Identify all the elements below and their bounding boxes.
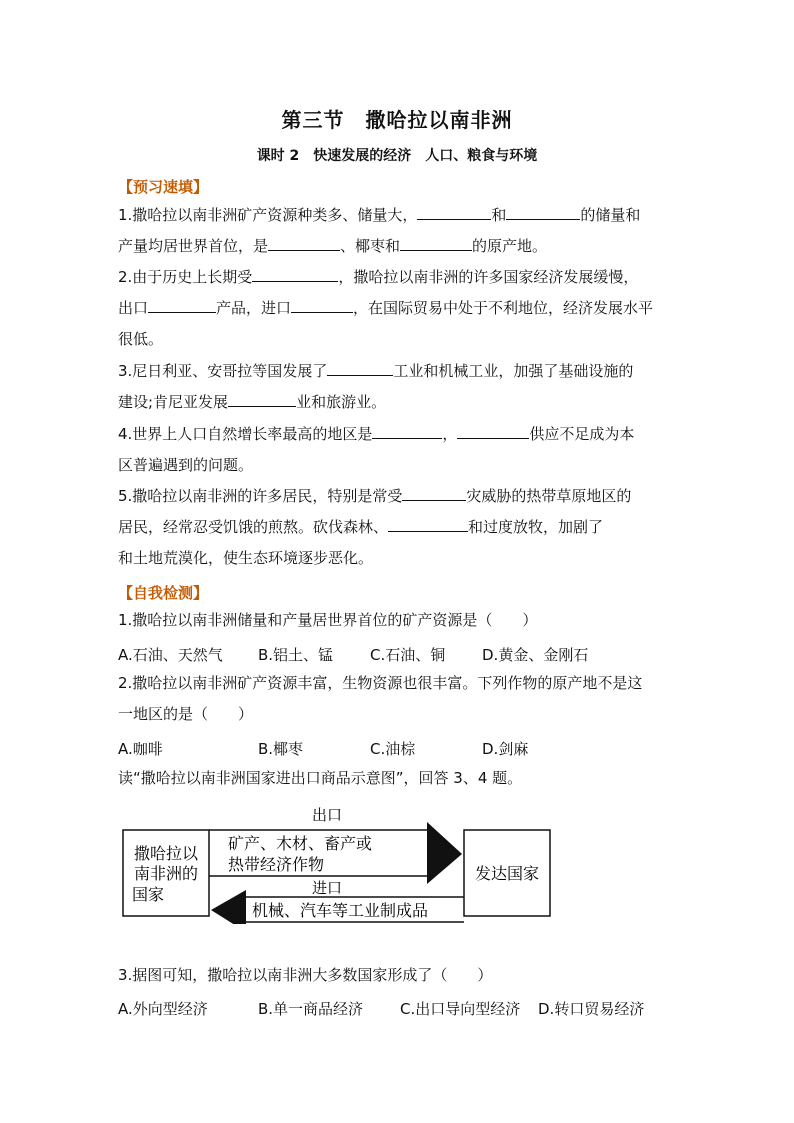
selfcheck-question-2 — [118, 668, 676, 730]
option-a[interactable]: A.咖啡 — [118, 740, 163, 758]
q5-text: 和过度放牧，加剧了 — [468, 518, 604, 536]
answer-blank[interactable] — [417, 203, 491, 220]
answer-blank[interactable] — [148, 296, 216, 313]
q1-text: 、椰枣和 — [340, 237, 401, 255]
left-box-line-1: 撒哈拉以 — [133, 844, 199, 863]
q2-text: 出口 — [118, 299, 149, 317]
preview-question-1 — [118, 200, 676, 262]
selfcheck-question-3: 3.据图可知，撒哈拉以南非洲大多数国家形成了（ ） — [118, 966, 493, 984]
q5-text: 灾威胁的热带草原地区的 — [466, 487, 632, 505]
selfcheck-header: 【自我检测】 — [118, 584, 209, 602]
q1-text: 产量均居世界首位，是 — [118, 237, 269, 255]
left-box-line-2: 南非洲的 — [133, 864, 199, 883]
import-label: 进口 — [311, 879, 343, 897]
export-arrowhead — [427, 822, 462, 884]
answer-blank[interactable] — [268, 234, 340, 251]
q2-text: 2.撒哈拉以南非洲矿产资源丰富，生物资源也很丰富。下列作物的原产地不是这 — [118, 674, 643, 692]
option-b[interactable]: B.椰枣 — [258, 740, 304, 758]
preview-question-5 — [118, 481, 676, 574]
preview-header: 【预习速填】 — [118, 178, 209, 196]
option-a[interactable]: A.石油、天然气 — [118, 646, 223, 664]
q4-text: 4.世界上人口自然增长率最高的地区是 — [118, 425, 373, 443]
answer-blank[interactable] — [402, 484, 466, 501]
left-box-line-3: 国家 — [131, 885, 165, 904]
q2-text: 很低。 — [118, 330, 164, 348]
page-title: 第三节 撒哈拉以南非洲 — [281, 108, 513, 132]
option-c[interactable]: C.油棕 — [370, 740, 416, 758]
q1-text: 的原产地。 — [472, 237, 548, 255]
import-goods: 机械、汽车等工业制成品 — [252, 901, 429, 920]
q3-text: 3.尼日利亚、安哥拉等国发展了 — [118, 362, 328, 380]
option-d[interactable]: D.剑麻 — [482, 740, 529, 758]
answer-blank[interactable] — [252, 265, 338, 282]
answer-blank[interactable] — [457, 422, 529, 439]
answer-blank[interactable] — [228, 390, 296, 407]
lesson-subtitle: 课时 2 快速发展的经济 人口、粮食与环境 — [256, 148, 538, 164]
q2-text: ，撒哈拉以南非洲的许多国家经济发展缓慢， — [338, 268, 639, 286]
q3-text: 工业和机械工业，加强了基础设施的 — [393, 362, 634, 380]
q4-text: ， — [442, 425, 458, 443]
q4-text: 供应不足成为本 — [529, 425, 635, 443]
right-box-label: 发达国家 — [474, 864, 540, 883]
q3-text: 业和旅游业。 — [296, 393, 387, 411]
q1-text: 的储量和 — [580, 206, 641, 224]
q2-text: 2.由于历史上长期受 — [118, 268, 253, 286]
selfcheck-question-1: 1.撒哈拉以南非洲储量和产量居世界首位的矿产资源是（ ） — [118, 611, 538, 629]
preview-question-2 — [118, 262, 676, 355]
answer-blank[interactable] — [506, 203, 580, 220]
answer-blank[interactable] — [291, 296, 353, 313]
q5-text: 5.撒哈拉以南非洲的许多居民，特别是常受 — [118, 487, 403, 505]
export-goods-line-2: 热带经济作物 — [228, 855, 325, 874]
q3-text: 建设;肯尼亚发展 — [118, 393, 229, 411]
export-goods-line-1: 矿产、木材、畜产或 — [228, 834, 373, 853]
export-label: 出口 — [311, 806, 343, 824]
q5-text: 和土地荒漠化，使生态环境逐步恶化。 — [118, 549, 374, 567]
q1-text: 和 — [491, 206, 507, 224]
import-arrowhead — [211, 890, 246, 924]
answer-blank[interactable] — [400, 234, 472, 251]
preview-question-3 — [118, 356, 676, 418]
q2-text: 一地区的是（ ） — [118, 705, 254, 723]
preview-question-4 — [118, 419, 676, 481]
diagram-intro: 读“撒哈拉以南非洲国家进出口商品示意图”，回答 3、4 题。 — [118, 769, 523, 787]
option-c[interactable]: C.石油、铜 — [370, 646, 446, 664]
q1-text: 1.撒哈拉以南非洲矿产资源种类多、储量大， — [118, 206, 418, 224]
option-b[interactable]: B.单一商品经济 — [258, 1000, 364, 1018]
option-d[interactable]: D.黄金、金刚石 — [482, 646, 589, 664]
q2-text: 产品，进口 — [216, 299, 292, 317]
answer-blank[interactable] — [327, 359, 393, 376]
q2-text: ，在国际贸易中处于不利地位，经济发展水平 — [353, 299, 654, 317]
answer-blank[interactable] — [388, 515, 468, 532]
q5-text: 居民，经常忍受饥饿的煎熬。砍伐森林、 — [118, 518, 389, 536]
option-a[interactable]: A.外向型经济 — [118, 1000, 208, 1018]
option-c[interactable]: C.出口导向型经济 — [400, 1000, 521, 1018]
option-d[interactable]: D.转口贸易经济 — [538, 1000, 645, 1018]
answer-blank[interactable] — [372, 422, 442, 439]
q4-text: 区普遍遇到的问题。 — [118, 456, 254, 474]
import-export-diagram — [122, 804, 552, 924]
option-b[interactable]: B.铝土、锰 — [258, 646, 334, 664]
